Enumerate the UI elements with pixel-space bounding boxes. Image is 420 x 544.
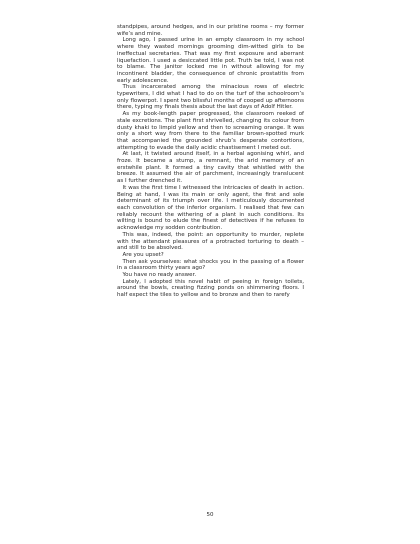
paragraph: At last, it twisted around itself, in a herbal agonising whirl, and froze. It became a stump, a remnant, the arid memory of an erstwhile plant. It formed a tiny cavity that whistled with the breeze. It assumed the air of parchment, increasingly translucent as I further drenched it. (117, 151, 304, 185)
body-text (117, 24, 304, 299)
paragraph: Then ask yourselves: what shocks you in the passing of a flower in a classroom thirty years ago? (117, 258, 304, 272)
paragraph: As my book-length paper progressed, the classroom reeked of stale excretions. The plant first shrivelled, changing its colour from dusty khaki to limpid yellow and then to screaming orange. It was only a short way from there to the familiar brown-spotted murk that accompanied the grounded shrub’s desperate contortions, attempting to evade the daily acidic chastisement I meted out. (117, 111, 304, 151)
page-number: 50 (206, 512, 214, 518)
paragraph: Lately, I adopted this novel habit of peeing in foreign toilets, around the bowls, creating fizzing ponds on shimmering floors. I half expect the tiles to yellow and to bronze and then to rarefy (117, 278, 304, 299)
paragraph: Thus incarcerated among the minacious rows of electric typewriters, I did what I had to do on the turf of the schoolroom’s only flowerpot. I spent two blissful months of cooped up afternoons there, typing my finals thesis about the last days of Adolf Hitler. (117, 84, 304, 111)
paragraph: You have no ready answer. (122, 272, 197, 279)
paragraph: standpipes, around hedges, and in our pristine rooms – my former wife’s and mine. (117, 24, 304, 37)
paragraph: Long ago, I passed urine in an empty classroom in my school where they wasted mornings grooming dim-witted girls to be ineffectual secretaries. That was my first exposure and aberrant liquefaction. I used a desiccated little pot. Truth be told, I was not to blame. The janitor locked me in without allowing for my incontinent bladder, the consequence of chronic prostatitis from early adolescence. (117, 37, 304, 84)
paragraph: This was, indeed, the point: an opportunity to murder, replete with the attendant pleasures of a protracted torturing to death – and still to be absolved. (117, 231, 304, 252)
paragraph: Are you upset? (122, 251, 164, 258)
paragraph: It was the first time I witnessed the intricacies of death in action. Being at hand, I was its main or only agent, the first and sole determinant of its triumph over life. I meticulously documented each convolution of the inferior organism. I realised that few can reliably recount the withering of a plant in such conditions. Its wilting is bound to elude the finest of detectives if he refuses to acknowledge my sodden contribution. (117, 184, 304, 232)
